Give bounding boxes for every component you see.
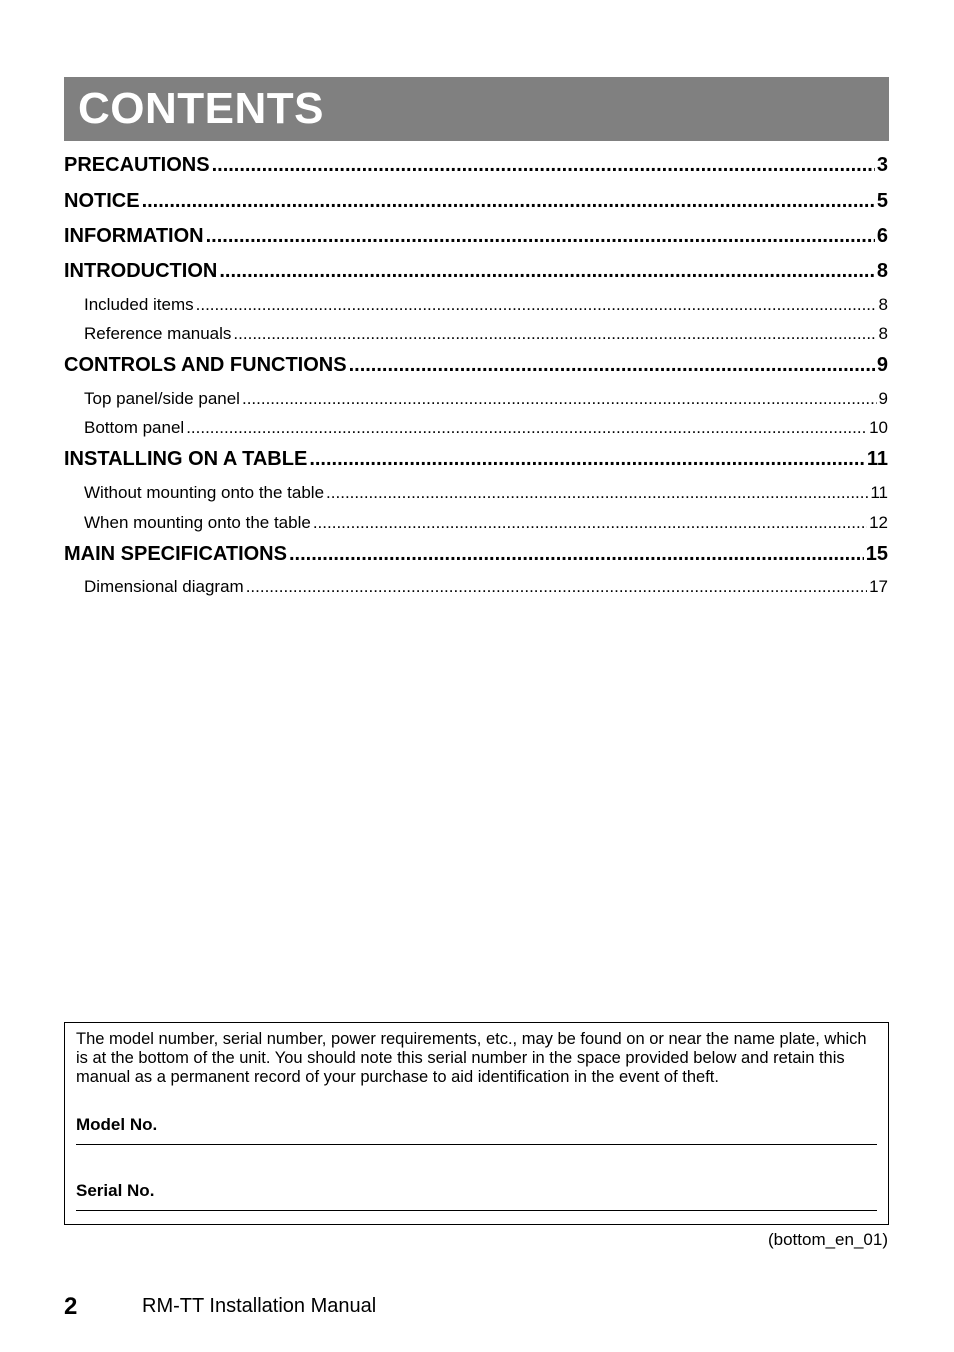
model-number-label: Model No. bbox=[76, 1115, 158, 1134]
toc-entry-label: Without mounting onto the table bbox=[84, 483, 325, 502]
dot-leader bbox=[289, 543, 864, 566]
page-title: CONTENTS bbox=[78, 84, 324, 133]
toc-entry-top-panel-side-panel[interactable] bbox=[64, 389, 888, 409]
dot-leader bbox=[142, 190, 875, 213]
dot-leader bbox=[309, 448, 865, 471]
toc-entry-introduction[interactable] bbox=[64, 260, 888, 283]
toc-entry-main-specifications[interactable] bbox=[64, 543, 888, 566]
toc-entry-page: 9 bbox=[876, 354, 888, 376]
toc-entry-page: 10 bbox=[869, 418, 888, 437]
toc-entry-label: Dimensional diagram bbox=[84, 577, 244, 596]
toc-entry-page: 8 bbox=[878, 295, 888, 314]
serial-record-box bbox=[64, 1022, 889, 1225]
toc-entry-label: PRECAUTIONS bbox=[64, 154, 210, 176]
toc-entry-page: 6 bbox=[876, 225, 888, 247]
toc-entry-page: 12 bbox=[869, 513, 888, 532]
dot-leader bbox=[349, 354, 875, 377]
toc-entry-page: 3 bbox=[876, 154, 888, 176]
toc-entry-label: Reference manuals bbox=[84, 324, 232, 343]
dot-leader bbox=[186, 418, 867, 438]
dot-leader bbox=[326, 483, 868, 503]
toc-entry-label: NOTICE bbox=[64, 190, 140, 212]
document-code: (bottom_en_01) bbox=[767, 1230, 888, 1249]
toc-entry-label: INSTALLING ON A TABLE bbox=[64, 448, 308, 470]
toc-entry-label: When mounting onto the table bbox=[84, 513, 311, 532]
dot-leader bbox=[206, 225, 875, 248]
name-plate-note: The model number, serial number, power requirements, etc., may be found on or near the name plate, which is at the bottom of the unit. You should note this serial number in the space provided below and retain this manual as a permanent record of your purchase to aid identification in the event of theft. bbox=[76, 1030, 867, 1086]
toc-entry-page: 11 bbox=[866, 448, 888, 470]
footer-manual-title: RM-TT Installation Manual bbox=[142, 1295, 377, 1317]
toc-entry-label: CONTROLS AND FUNCTIONS bbox=[64, 354, 347, 376]
toc-entry-precautions[interactable] bbox=[64, 154, 888, 177]
toc-entry-installing-on-a-table[interactable] bbox=[64, 448, 888, 471]
dot-leader bbox=[242, 389, 877, 409]
toc-entry-included-items[interactable] bbox=[64, 295, 888, 315]
toc-entry-page: 8 bbox=[876, 260, 888, 282]
toc-entry-page: 11 bbox=[870, 483, 888, 502]
serial-number-label: Serial No. bbox=[76, 1181, 155, 1200]
toc-entry-when-mounting[interactable] bbox=[64, 513, 888, 533]
toc-entry-reference-manuals[interactable] bbox=[64, 324, 888, 344]
toc-entry-information[interactable] bbox=[64, 225, 888, 248]
serial-number-line bbox=[76, 1210, 877, 1211]
toc-entry-bottom-panel[interactable] bbox=[64, 418, 888, 438]
dot-leader bbox=[246, 577, 867, 597]
footer-page-number: 2 bbox=[64, 1293, 78, 1320]
dot-leader bbox=[313, 513, 867, 533]
dot-leader bbox=[196, 295, 877, 315]
toc-entry-label: INFORMATION bbox=[64, 225, 204, 247]
toc-entry-label: Included items bbox=[84, 295, 194, 314]
toc-entry-label: INTRODUCTION bbox=[64, 260, 218, 282]
toc-entry-label: Top panel/side panel bbox=[84, 389, 240, 408]
toc-entry-page: 5 bbox=[876, 190, 888, 212]
dot-leader bbox=[212, 154, 875, 177]
toc-entry-controls-and-functions[interactable] bbox=[64, 354, 888, 377]
toc-entry-page: 9 bbox=[878, 389, 888, 408]
toc-entry-page: 17 bbox=[869, 577, 888, 596]
toc-entry-page: 15 bbox=[865, 543, 888, 565]
toc-entry-notice[interactable] bbox=[64, 190, 888, 213]
dot-leader bbox=[233, 324, 876, 344]
model-number-line bbox=[76, 1144, 877, 1145]
toc-entry-dimensional-diagram[interactable] bbox=[64, 577, 888, 597]
toc-entry-page: 8 bbox=[878, 324, 888, 343]
toc-entry-label: MAIN SPECIFICATIONS bbox=[64, 543, 287, 565]
toc-entry-label: Bottom panel bbox=[84, 418, 185, 437]
contents-header bbox=[64, 77, 889, 141]
dot-leader bbox=[219, 260, 875, 283]
toc-entry-without-mounting[interactable] bbox=[64, 483, 888, 503]
